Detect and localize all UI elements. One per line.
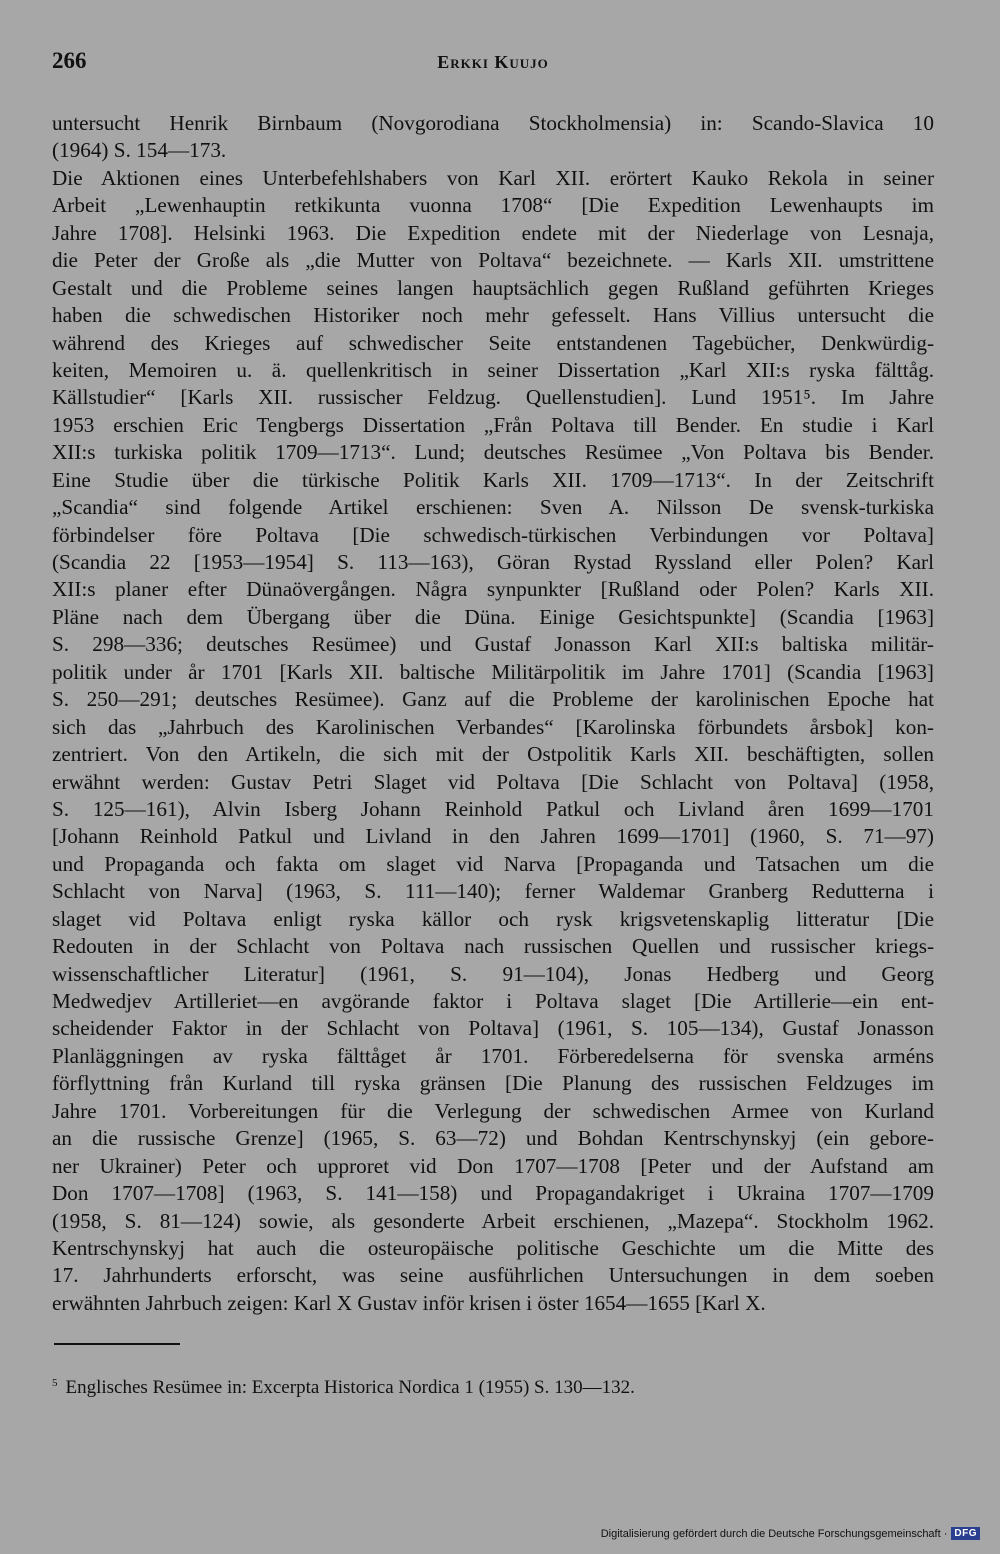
text-line: haben die schwedischen Historiker noch mehr gefesselt. Hans Villius untersucht die — [52, 303, 934, 328]
text-line: Jahre 1701. Vorbereitungen für die Verlegung der schwedischen Armee von Kurland — [52, 1098, 934, 1123]
text-line: ner Ukrainer) Peter och upproret vid Don 1707—1708 [Peter und der Aufstand am — [52, 1153, 934, 1178]
text-line: Don 1707—1708] (1963, S. 141—158) und Propagandakriget i Ukraina 1707—1709 — [52, 1181, 934, 1206]
running-head: Erkki Kuujo — [437, 52, 549, 72]
text-line: wissenschaftlicher Literatur] (1961, S. 91—104), Jonas Hedberg und Georg — [52, 961, 934, 986]
footnote — [52, 1377, 635, 1399]
text-line: Gestalt und die Probleme seines langen hauptsächlich gegen Rußland geführten Krieges — [52, 275, 934, 300]
text-line: Die Aktionen eines Unterbefehlshabers von Karl XII. erörtert Kauko Rekola in seiner — [52, 165, 934, 190]
text-line: Schlacht von Narva] (1963, S. 111—140); ferner Waldemar Granberg Redutterna i — [52, 879, 934, 904]
funding-note — [601, 1527, 980, 1540]
text-line: erwähnt werden: Gustav Petri Slaget vid Poltava [Die Schlacht von Poltava] (1958, — [52, 769, 934, 794]
text-line: förflyttning från Kurland till ryska gränsen [Die Planung des russischen Feldzuges im — [52, 1071, 934, 1096]
text-line: Pläne nach dem Übergang über die Düna. Einige Gesichtspunkte] (Scandia [1963] — [52, 604, 934, 629]
text-line: Jahre 1708]. Helsinki 1963. Die Expedition endete mit der Niederlage von Lesnaja, — [52, 220, 934, 245]
text-line: untersucht Henrik Birnbaum (Novgorodiana Stockholmensia) in: Scando-Slavica 10 — [52, 111, 934, 135]
text-line: Eine Studie über die türkische Politik Karls XII. 1709—1713“. In der Zeitschrift — [52, 467, 934, 492]
text-line: XII:s turkiska politik 1709—1713“. Lund; deutsches Resümee „Von Poltava bis Bender. — [52, 440, 934, 465]
page-number: 266 — [52, 48, 87, 73]
text-line: keiten, Memoiren u. ä. quellenkritisch in seiner Dissertation „Karl XII:s ryska fälttåg. — [52, 357, 934, 382]
dfg-logo: DFG — [951, 1527, 980, 1540]
footnote-marker: 5 — [52, 1377, 58, 1389]
text-line: die Peter der Große als „die Mutter von Poltava“ bezeichnete. — Karls XII. umstrittene — [52, 248, 934, 273]
text-line: scheidender Faktor in der Schlacht von Poltava] (1961, S. 105—134), Gustaf Jonasson — [52, 1016, 934, 1041]
text-line: (1958, S. 81—124) sowie, als gesonderte Arbeit erschienen, „Mazepa“. Stockholm 1962. — [52, 1208, 934, 1233]
text-line: sich das „Jahrbuch des Karolinischen Verbandes“ [Karolinska förbundets årsbok] kon- — [52, 714, 934, 739]
text-line: politik under år 1701 [Karls XII. baltische Militärpolitik im Jahre 1701] (Scandia [1963] — [52, 659, 934, 684]
text-line: Källstudier“ [Karls XII. russischer Feldzug. Quellenstudien]. Lund 1951⁵. Im Jahre — [52, 385, 934, 410]
text-line: XII:s planer efter Dünaövergången. Några synpunkter [Rußland oder Polen? Karls XII. — [52, 577, 934, 602]
text-line: Planläggningen av ryska fälttåget år 1701. Förberedelserna för svenska arméns — [52, 1043, 934, 1068]
body-text — [52, 110, 934, 1317]
text-line: S. 250—291; deutsches Resümee). Ganz auf die Probleme der karolinischen Epoche hat — [52, 687, 934, 712]
text-line: Medwedjev Artilleriet—en avgörande faktor i Poltava slaget [Die Artillerie—ein ent- — [52, 989, 934, 1013]
footnote-rule — [54, 1343, 180, 1345]
footnote-text: Englisches Resümee in: Excerpta Historica Nordica 1 (1955) S. 130—132. — [65, 1377, 635, 1398]
text-line: 17. Jahrhunderts erforscht, was seine ausführlichen Untersuchungen in dem soeben — [52, 1263, 934, 1288]
funding-text: Digitalisierung gefördert durch die Deutsche Forschungsgemeinschaft · — [600, 1527, 948, 1540]
text-line: [Johann Reinhold Patkul und Livland in den Jahren 1699—1701] (1960, S. 71—97) — [52, 824, 934, 849]
page-header — [52, 48, 934, 84]
text-line: „Scandia“ sind folgende Artikel erschienen: Sven A. Nilsson De svensk-turkiska — [52, 495, 934, 520]
text-line: zentriert. Von den Artikeln, die sich mit der Ostpolitik Karls XII. beschäftigten, sollen — [52, 742, 934, 767]
text-line: slaget vid Poltava enligt ryska källor och rysk krigsvetenskaplig litteratur [Die — [52, 906, 934, 931]
text-line: erwähnten Jahrbuch zeigen: Karl X Gustav inför krisen i öster 1654—1655 [Karl X. — [52, 1290, 766, 1315]
text-line: (1964) S. 154—173. — [52, 138, 227, 163]
text-line: S. 298—336; deutsches Resümee) und Gustaf Jonasson Karl XII:s baltiska militär- — [52, 632, 934, 657]
text-line: (Scandia 22 [1953—1954] S. 113—163), Göran Rystad Ryssland eller Polen? Karl — [52, 550, 934, 574]
text-line: Arbeit „Lewenhauptin retkikunta vuonna 1708“ [Die Expedition Lewenhaupts im — [52, 193, 934, 218]
text-line: S. 125—161), Alvin Isberg Johann Reinhold Patkul och Livland åren 1699—1701 — [52, 796, 934, 821]
text-line: Kentrschynskyj hat auch die osteuropäische politische Geschichte um die Mitte des — [52, 1235, 934, 1260]
text-line: während des Krieges auf schwedischer Seite entstandenen Tagebücher, Denkwürdig- — [52, 330, 934, 355]
text-line: förbindelser före Poltava [Die schwedisch-türkischen Verbindungen vor Poltava] — [52, 522, 934, 547]
text-line: und Propaganda och fakta om slaget vid Narva [Propaganda und Tatsachen um die — [52, 851, 934, 876]
text-line: an die russische Grenze] (1965, S. 63—72) und Bohdan Kentrschynskyj (ein gebore- — [52, 1126, 934, 1151]
text-line: Redouten in der Schlacht von Poltava nach russischen Quellen und russischer kriegs- — [52, 934, 934, 959]
text-line: 1953 erschien Eric Tengbergs Dissertation „Från Poltava till Bender. En studie i Karl — [52, 412, 934, 437]
